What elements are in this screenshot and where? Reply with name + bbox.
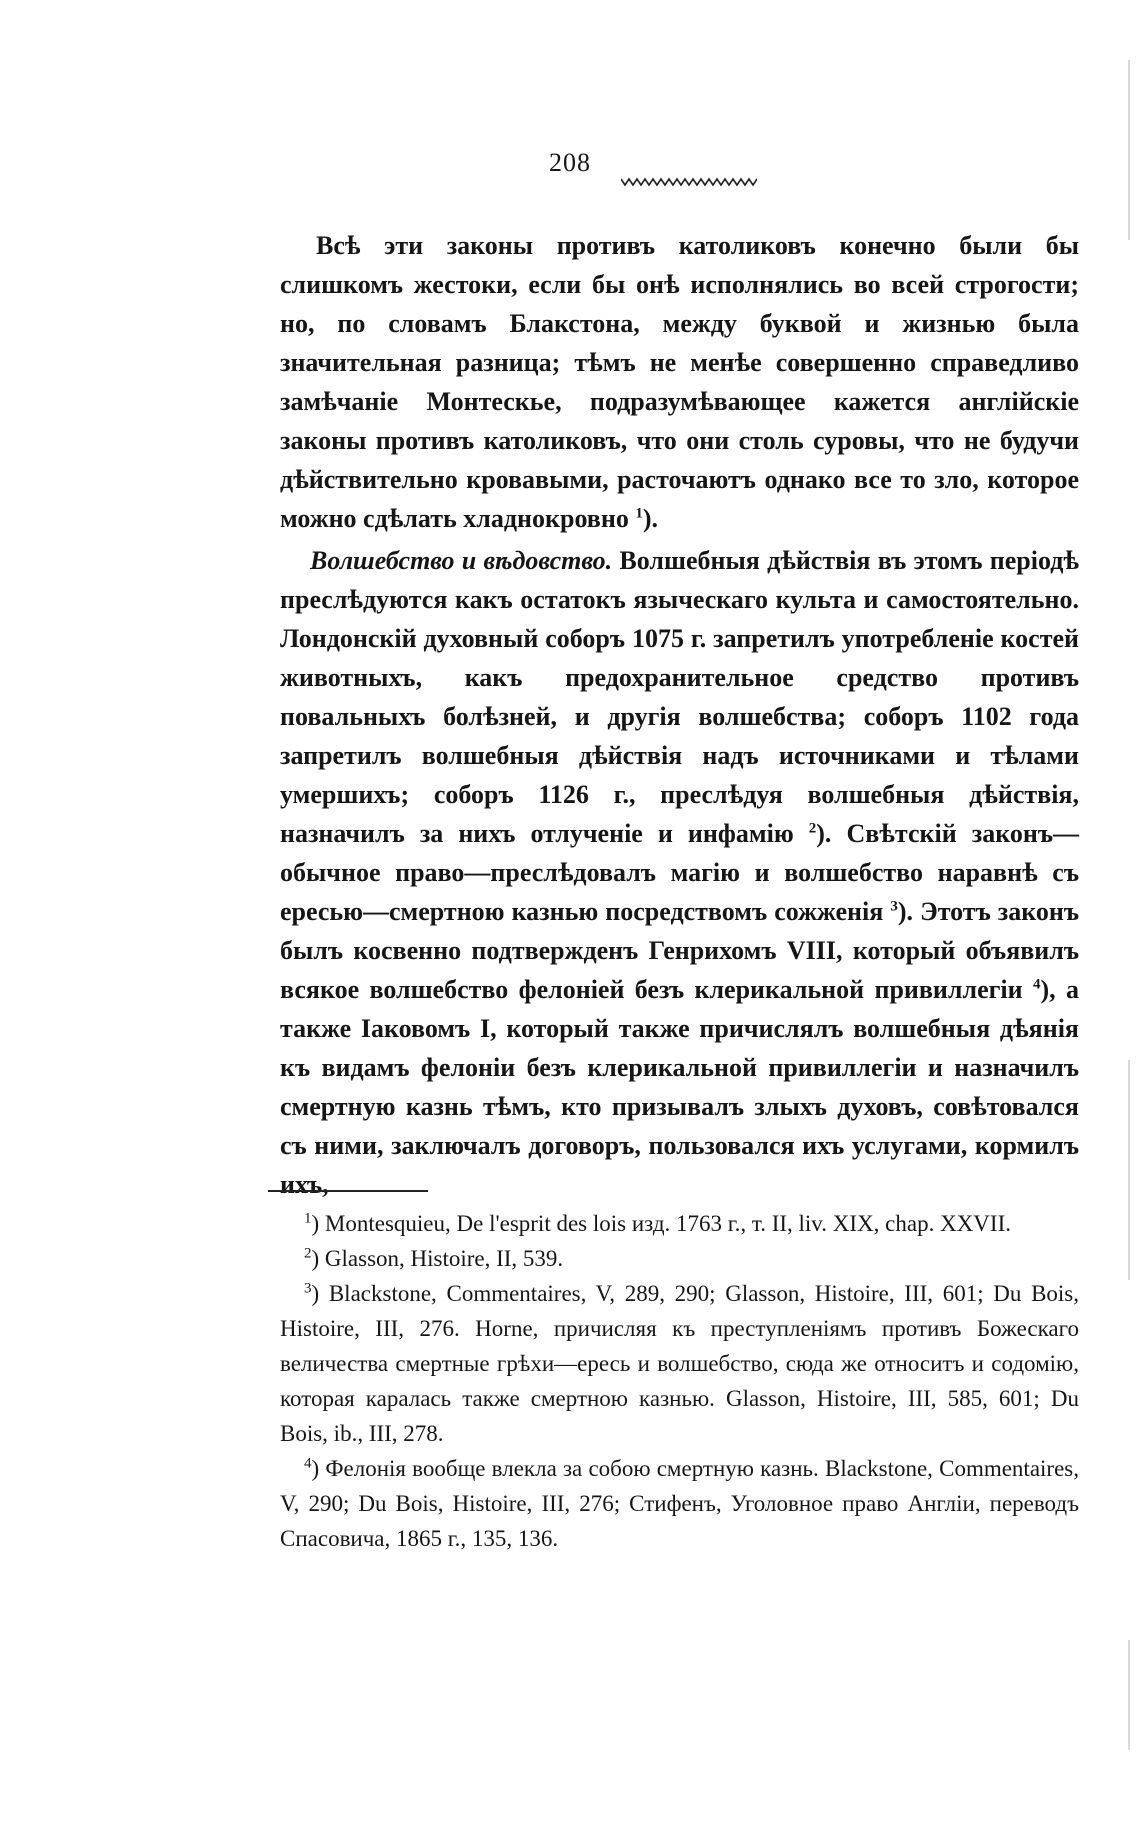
footnote-divider bbox=[268, 1190, 428, 1192]
main-text bbox=[280, 226, 1079, 1204]
footnote-text: ) Фелонія вообще влекла за собою смертную казнь. Blackstone, Commentaires, V, 290; Du Bois, Histoire, III, 276; Стифенъ, Уголовное право Англіи, переводъ Спасовича, 1865 г., 135, 136. bbox=[280, 1456, 1079, 1551]
scan-edge-mark bbox=[1128, 1640, 1130, 1750]
footnote-marker: 2 bbox=[304, 1245, 312, 1262]
footnote-ref-1: 1 bbox=[635, 505, 643, 522]
page-number-ornament bbox=[621, 177, 757, 187]
paragraph-text-c: ). Этотъ законъ былъ косвенно подтвержденъ Генрихомъ VIII, который объявилъ всякое волшебство фелоніей безъ клерикальной привиллегіи bbox=[280, 897, 1080, 1004]
footnote-ref-4: 4 bbox=[1032, 976, 1041, 993]
footnote-text: ) Glasson, Histoire, II, 539. bbox=[311, 1246, 564, 1271]
footnote-text: ) Blackstone, Commentaires, V, 289, 290; Glasson, Histoire, III, 601; Du Bois, Histoire, III, 276. Horne, причисляя къ преступленіямъ противъ Божескаго величества смертные грѣхи—ересь и волшебство, сюда же относитъ и содомію, которая каралась также смертною казнью. Glasson, Histoire, III, 585, 601; Du Bois, ib., III, 278. bbox=[280, 1281, 1079, 1446]
scan-edge-mark bbox=[1128, 60, 1130, 240]
paragraph-text-b: ). Свѣтскій законъ—обычное право—преслѣдовалъ магію и волшебство наравнѣ съ ересью—смертною казнью посредствомъ сожженія bbox=[280, 819, 1079, 926]
footnote-2 bbox=[280, 1241, 1079, 1276]
footnote-marker: 3 bbox=[304, 1280, 312, 1297]
page-number: 208 bbox=[549, 148, 591, 177]
section-heading: Волшебство и вѣдовство. bbox=[310, 546, 613, 575]
footnote-ref-2: 2 bbox=[808, 820, 817, 837]
footnote-marker: 1 bbox=[304, 1210, 312, 1227]
footnote-4 bbox=[280, 1451, 1079, 1556]
footnote-3 bbox=[280, 1276, 1079, 1451]
footnote-marker: 4 bbox=[304, 1455, 312, 1472]
paragraph-text-d: ), а также Іаковомъ I, который также причислялъ волшебныя дѣянія къ видамъ фелоніи безъ клерикальной привиллегіи и назначилъ смертную казнь тѣмъ, кто призывалъ злыхъ духовъ, совѣтовался съ ними, заключалъ договоръ, пользовался ихъ услугами, кормилъ ихъ, bbox=[280, 975, 1079, 1199]
paragraph-end: ). bbox=[642, 504, 658, 533]
paragraph-text: Всѣ эти законы противъ католиковъ конечно были бы слишкомъ жестоки, если бы онѣ исполнялись во всей строгости; но, по словамъ Блакстона, между буквой и жизнью была значительная разница; тѣмъ не менѣе совершенно справедливо замѣчаніе Монтескье, подразумѣвающее кажется англійскіе законы противъ католиковъ, что они столь суровы, что не будучи дѣйствительно кровавыми, расточаютъ однако все то зло, которое можно сдѣлать хладнокровно bbox=[280, 231, 1079, 533]
footnote-text: ) Montesquieu, De l'esprit des lois изд. 1763 г., т. II, liv. XIX, chap. XXVII. bbox=[311, 1211, 1011, 1236]
paragraph-witchcraft bbox=[280, 541, 1079, 1204]
footnote-1 bbox=[280, 1206, 1079, 1241]
paragraph-text-a: Волшебныя дѣйствія въ этомъ періодѣ преслѣдуются какъ остатокъ языческаго культа и самостоятельно. Лондонскій духовный соборъ 1075 г. запретилъ употребленіе костей животныхъ, какъ предохранительное средство противъ повальныхъ болѣзней, и другія волшебства; соборъ 1102 года запретилъ волшебныя дѣйствія надъ источниками и тѣлами умершихъ; соборъ 1126 г., преслѣдуя волшебныя дѣйствія, назначилъ за нихъ отлученіе и инфамію bbox=[280, 546, 1079, 848]
paragraph-laws-against-catholics bbox=[280, 226, 1079, 538]
scan-edge-mark bbox=[1128, 1060, 1130, 1280]
footnotes bbox=[280, 1206, 1079, 1556]
footnote-ref-3: 3 bbox=[890, 898, 898, 915]
